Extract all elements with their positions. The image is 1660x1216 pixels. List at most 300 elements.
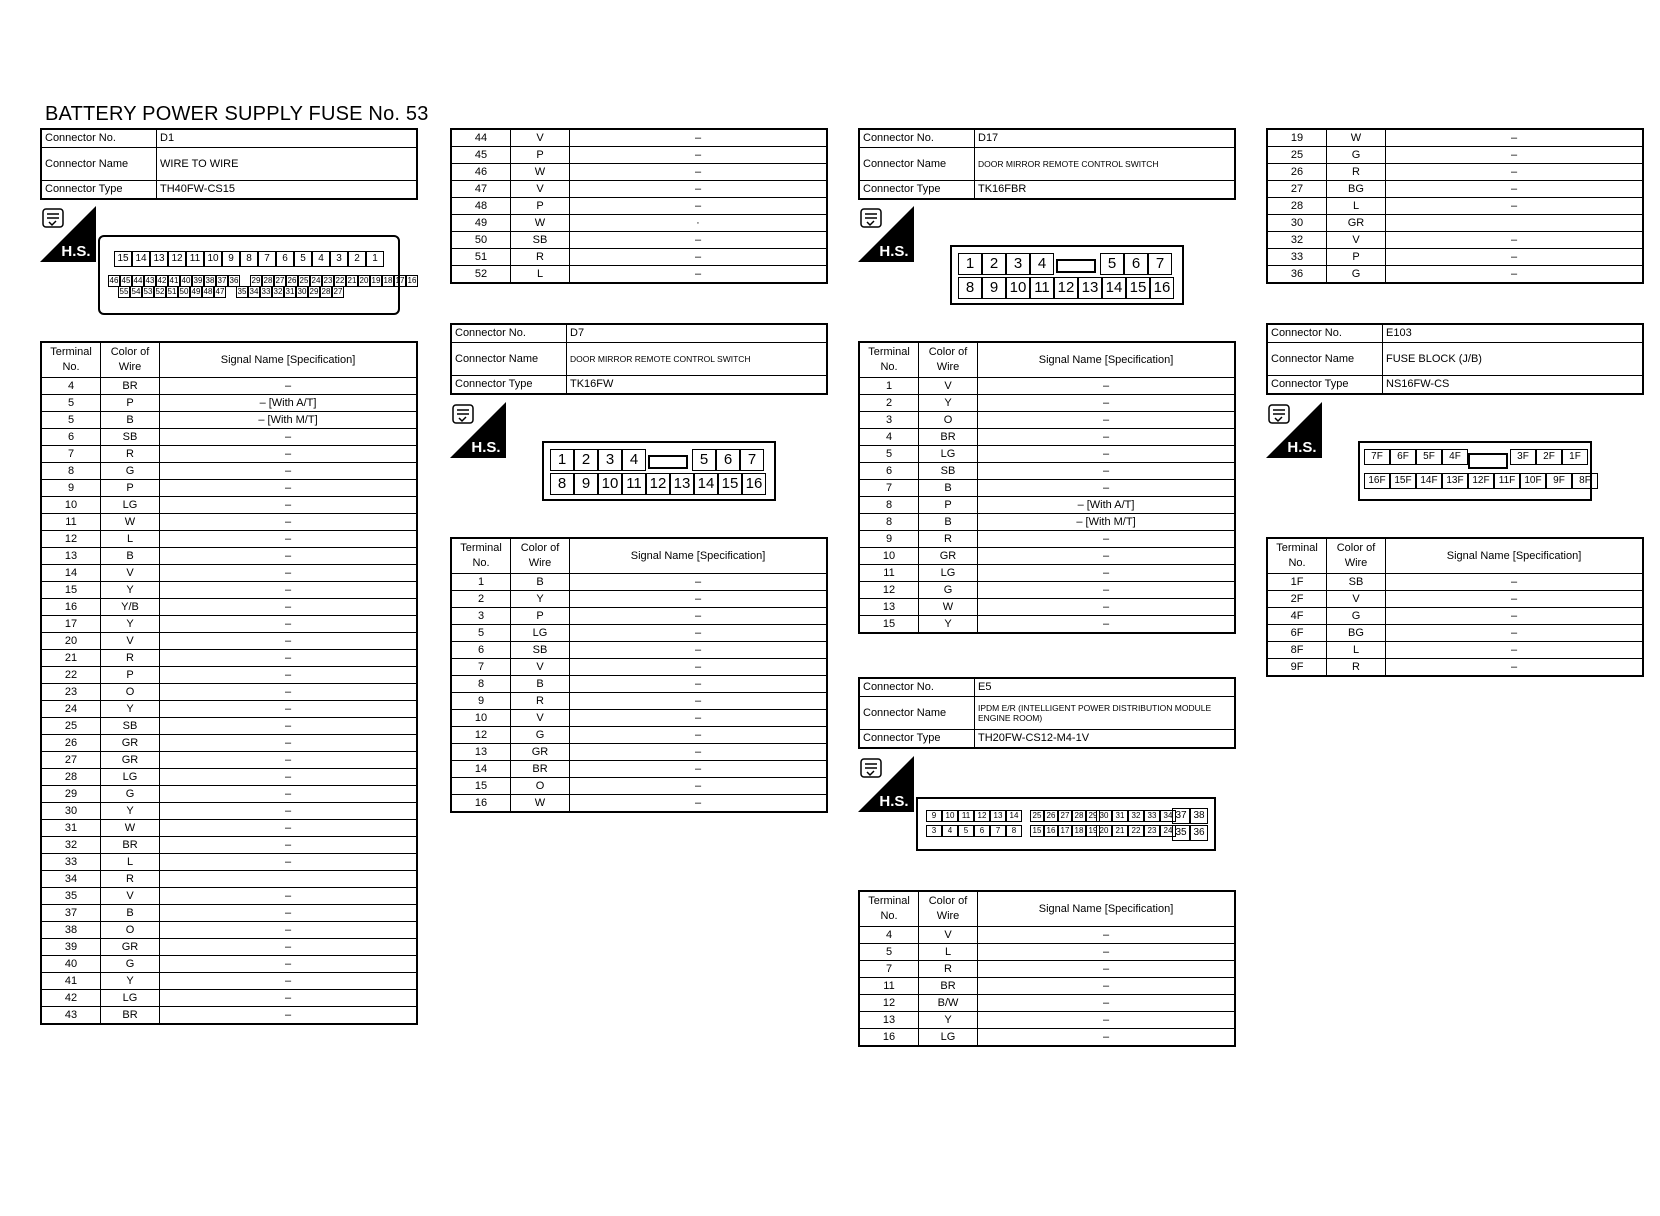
connector-pin: 13 bbox=[670, 473, 694, 495]
wire-color-cell: SB bbox=[511, 642, 570, 659]
pin-row bbox=[926, 810, 1022, 822]
connector-pin: 15 bbox=[718, 473, 742, 495]
connector-pin: 28 bbox=[263, 276, 273, 285]
wire-color-cell: G bbox=[1327, 266, 1386, 284]
connector-e103-info bbox=[1266, 323, 1644, 395]
terminal-no-cell: 20 bbox=[41, 633, 101, 650]
terminal-no-cell: 22 bbox=[41, 667, 101, 684]
terminal-no-cell: 2 bbox=[859, 395, 919, 412]
connector-no-value: E5 bbox=[975, 678, 1236, 697]
table-row bbox=[41, 667, 417, 684]
signal-name-cell: – bbox=[978, 378, 1236, 395]
terminal-no-cell: 33 bbox=[1267, 249, 1327, 266]
info-label: Connector No. bbox=[859, 678, 975, 697]
hs-harness-icon bbox=[450, 402, 506, 458]
connector-e103-face bbox=[1358, 441, 1592, 501]
table-row bbox=[1267, 181, 1643, 198]
connector-pin: 6 bbox=[974, 825, 990, 837]
terminal-no-cell: 37 bbox=[41, 905, 101, 922]
connector-pin bbox=[226, 286, 236, 296]
table-row bbox=[1267, 215, 1643, 232]
connector-pin: 2 bbox=[982, 253, 1006, 275]
wire-color-cell: LG bbox=[101, 990, 160, 1007]
terminal-no-cell: 38 bbox=[41, 922, 101, 939]
connector-pin: 29 bbox=[309, 287, 319, 296]
hs-label: H.S. bbox=[1287, 439, 1317, 456]
table-row bbox=[859, 412, 1235, 429]
pin-row bbox=[692, 449, 764, 471]
connector-pin: 51 bbox=[167, 287, 177, 296]
table-row bbox=[451, 778, 827, 795]
table-row bbox=[859, 446, 1235, 463]
terminal-no-cell: 41 bbox=[41, 973, 101, 990]
table-row bbox=[859, 1012, 1235, 1029]
wire-color-cell: R bbox=[101, 446, 160, 463]
terminal-table-d1 bbox=[40, 341, 418, 1025]
wire-color-cell: W bbox=[511, 215, 570, 232]
table-row bbox=[859, 548, 1235, 565]
wire-color-cell: SB bbox=[511, 232, 570, 249]
hs-label: H.S. bbox=[61, 243, 91, 260]
table-row bbox=[41, 446, 417, 463]
signal-name-cell: – bbox=[978, 446, 1236, 463]
wire-color-cell: B bbox=[511, 676, 570, 693]
signal-name-cell: – bbox=[570, 249, 828, 266]
terminal-no-cell: 42 bbox=[41, 990, 101, 1007]
signal-name-cell: – [With M/T] bbox=[978, 514, 1236, 531]
pin-row bbox=[118, 286, 344, 298]
connector-e5-info bbox=[858, 677, 1236, 749]
connector-pin: 13 bbox=[990, 810, 1006, 822]
pin-row bbox=[1030, 825, 1100, 837]
wire-color-cell: G bbox=[511, 727, 570, 744]
table-row bbox=[451, 642, 827, 659]
table-row bbox=[41, 922, 417, 939]
pin-row bbox=[1096, 825, 1176, 837]
page-title: BATTERY POWER SUPPLY FUSE No. 53 bbox=[45, 103, 429, 125]
signal-name-cell: – bbox=[160, 667, 418, 684]
signal-name-cell: – bbox=[570, 574, 828, 591]
wire-color-cell: GR bbox=[511, 744, 570, 761]
table-row bbox=[451, 574, 827, 591]
wire-color-cell: V bbox=[511, 659, 570, 676]
pin-row bbox=[1364, 449, 1468, 465]
connector-pin: 7 bbox=[990, 825, 1006, 837]
pin-row bbox=[958, 277, 1174, 299]
table-row bbox=[1267, 232, 1643, 249]
wire-color-cell: Y bbox=[511, 591, 570, 608]
connector-pin: 9 bbox=[926, 810, 942, 822]
terminal-no-cell: 14 bbox=[451, 761, 511, 778]
wire-color-cell: V bbox=[511, 181, 570, 198]
connector-pin: 41 bbox=[169, 276, 179, 285]
pin-row bbox=[1364, 473, 1598, 489]
table-row bbox=[41, 718, 417, 735]
pin-row bbox=[1096, 810, 1176, 822]
connector-name-value: IPDM E/R (INTELLIGENT POWER DISTRIBUTION MODULE ENGINE ROOM) bbox=[975, 697, 1236, 730]
terminal-no-cell: 48 bbox=[451, 198, 511, 215]
wire-color-cell: V bbox=[511, 710, 570, 727]
connector-pin: 21 bbox=[347, 276, 357, 285]
info-label: Connector No. bbox=[1267, 324, 1383, 343]
table-row bbox=[41, 514, 417, 531]
connector-pin: 3 bbox=[330, 251, 348, 267]
signal-name-cell: – bbox=[978, 480, 1236, 497]
connector-pin: 11 bbox=[1030, 277, 1054, 299]
header-terminal-no: Terminal No. bbox=[859, 342, 919, 378]
pin-row bbox=[1172, 808, 1208, 824]
header-color-of-wire: Color of Wire bbox=[1327, 538, 1386, 574]
connector-pin: 33 bbox=[1144, 810, 1160, 822]
hs-label: H.S. bbox=[879, 793, 909, 810]
wire-color-cell: W bbox=[101, 514, 160, 531]
signal-name-cell: – bbox=[570, 727, 828, 744]
wire-color-cell: V bbox=[101, 888, 160, 905]
table-row bbox=[451, 761, 827, 778]
table-row bbox=[1267, 574, 1643, 591]
connector-pin: 10F bbox=[1520, 473, 1546, 489]
wire-color-cell: W bbox=[101, 820, 160, 837]
connector-pin: 52 bbox=[155, 287, 165, 296]
terminal-no-cell: 8 bbox=[451, 676, 511, 693]
signal-name-cell: – bbox=[1386, 147, 1644, 164]
wire-color-cell: GR bbox=[1327, 215, 1386, 232]
table-row bbox=[859, 978, 1235, 995]
wire-color-cell: Y bbox=[919, 1012, 978, 1029]
header-signal-name: Signal Name [Specification] bbox=[978, 342, 1236, 378]
connector-pin: 15 bbox=[1126, 277, 1150, 299]
hs-label: H.S. bbox=[471, 439, 501, 456]
signal-name-cell: – bbox=[570, 591, 828, 608]
terminal-no-cell: 6 bbox=[41, 429, 101, 446]
connector-pin: 38 bbox=[1190, 808, 1208, 824]
wire-color-cell: R bbox=[511, 693, 570, 710]
table-row bbox=[859, 944, 1235, 961]
table-row bbox=[41, 463, 417, 480]
signal-name-cell bbox=[1386, 215, 1644, 232]
connector-pin: 37 bbox=[1172, 808, 1190, 824]
connector-pin: 12 bbox=[974, 810, 990, 822]
wire-color-cell: B bbox=[101, 905, 160, 922]
terminal-no-cell: 1F bbox=[1267, 574, 1327, 591]
connector-pin: 10 bbox=[204, 251, 222, 267]
terminal-table-d7 bbox=[450, 537, 828, 813]
connector-pin: 5 bbox=[1100, 253, 1124, 275]
terminal-no-cell: 5 bbox=[859, 446, 919, 463]
connector-pin: 13 bbox=[150, 251, 168, 267]
table-row bbox=[451, 249, 827, 266]
connector-d7-face bbox=[542, 441, 776, 501]
connector-pin: 30 bbox=[1096, 810, 1112, 822]
signal-name-cell: – bbox=[160, 956, 418, 973]
connector-no-value: D7 bbox=[567, 324, 828, 343]
table-row bbox=[41, 616, 417, 633]
terminal-no-cell: 16 bbox=[41, 599, 101, 616]
connector-pin: 7 bbox=[258, 251, 276, 267]
table-row bbox=[859, 582, 1235, 599]
info-label: Connector Type bbox=[451, 376, 567, 395]
wire-color-cell: V bbox=[919, 378, 978, 395]
wire-color-cell: B/W bbox=[919, 995, 978, 1012]
table-row bbox=[41, 888, 417, 905]
terminal-no-cell: 7 bbox=[859, 480, 919, 497]
header-color-of-wire: Color of Wire bbox=[101, 342, 160, 378]
connector-pin: 16F bbox=[1364, 473, 1390, 489]
terminal-no-cell: 16 bbox=[859, 1029, 919, 1047]
header-signal-name: Signal Name [Specification] bbox=[570, 538, 828, 574]
connector-name-value: DOOR MIRROR REMOTE CONTROL SWITCH bbox=[567, 343, 828, 376]
connector-pin: 47 bbox=[215, 287, 225, 296]
signal-name-cell: – bbox=[1386, 266, 1644, 284]
terminal-no-cell: 26 bbox=[41, 735, 101, 752]
connector-pin: 28 bbox=[1072, 810, 1086, 822]
terminal-no-cell: 7 bbox=[41, 446, 101, 463]
table-row bbox=[41, 599, 417, 616]
table-row bbox=[451, 608, 827, 625]
connector-pin: 3 bbox=[926, 825, 942, 837]
connector-pin: 28 bbox=[321, 287, 331, 296]
connector-pin: 5 bbox=[958, 825, 974, 837]
connector-pin: 6F bbox=[1390, 449, 1416, 465]
pin-row bbox=[1030, 810, 1100, 822]
signal-name-cell: – bbox=[160, 752, 418, 769]
signal-name-cell: – bbox=[160, 497, 418, 514]
signal-name-cell: – bbox=[160, 803, 418, 820]
terminal-no-cell: 44 bbox=[451, 129, 511, 147]
signal-name-cell: – bbox=[1386, 591, 1644, 608]
wire-color-cell: Y bbox=[101, 973, 160, 990]
signal-name-cell: – [With A/T] bbox=[978, 497, 1236, 514]
table-row bbox=[41, 837, 417, 854]
signal-name-cell: – bbox=[160, 565, 418, 582]
wire-color-cell: W bbox=[919, 599, 978, 616]
connector-pin: 2 bbox=[348, 251, 366, 267]
terminal-table-e5 bbox=[858, 890, 1236, 1047]
hs-harness-icon bbox=[858, 206, 914, 262]
table-row bbox=[41, 565, 417, 582]
wire-color-cell: Y bbox=[919, 616, 978, 634]
terminal-no-cell: 52 bbox=[451, 266, 511, 284]
connector-pin: 27 bbox=[333, 287, 343, 296]
info-label: Connector Name bbox=[859, 148, 975, 181]
connector-pin: 36 bbox=[229, 276, 239, 285]
connector-pin: 23 bbox=[1144, 825, 1160, 837]
table-row bbox=[1267, 608, 1643, 625]
pin-row bbox=[550, 449, 646, 471]
connector-pin: 18 bbox=[383, 276, 393, 285]
wire-color-cell: R bbox=[919, 961, 978, 978]
connector-pin: 1 bbox=[550, 449, 574, 471]
table-row bbox=[41, 582, 417, 599]
wire-color-cell: G bbox=[1327, 147, 1386, 164]
table-row bbox=[41, 429, 417, 446]
header-color-of-wire: Color of Wire bbox=[919, 891, 978, 927]
wire-color-cell: R bbox=[1327, 164, 1386, 181]
signal-name-cell: – bbox=[570, 266, 828, 284]
signal-name-cell: – bbox=[570, 744, 828, 761]
signal-name-cell: – bbox=[160, 939, 418, 956]
connector-pin: 18 bbox=[1072, 825, 1086, 837]
connector-pin: 12 bbox=[646, 473, 670, 495]
connector-name-value: DOOR MIRROR REMOTE CONTROL SWITCH bbox=[975, 148, 1236, 181]
signal-name-cell: – bbox=[978, 616, 1236, 634]
signal-name-cell: – bbox=[570, 129, 828, 147]
table-row bbox=[859, 961, 1235, 978]
wire-color-cell: LG bbox=[919, 1029, 978, 1047]
connector-pin: 33 bbox=[261, 287, 271, 296]
terminal-table-e5-continued bbox=[1266, 128, 1644, 284]
connector-pin: 42 bbox=[157, 276, 167, 285]
wire-color-cell: R bbox=[919, 531, 978, 548]
connector-pin: 26 bbox=[1044, 810, 1058, 822]
table-row bbox=[859, 531, 1235, 548]
connector-pin: 16 bbox=[1150, 277, 1174, 299]
terminal-no-cell: 12 bbox=[859, 995, 919, 1012]
wire-color-cell: O bbox=[101, 684, 160, 701]
connector-pin: 11 bbox=[622, 473, 646, 495]
connector-pin: 17 bbox=[1058, 825, 1072, 837]
connector-pin: 10 bbox=[942, 810, 958, 822]
wire-color-cell: O bbox=[101, 922, 160, 939]
connector-pin: 10 bbox=[1006, 277, 1030, 299]
wire-color-cell: L bbox=[101, 531, 160, 548]
signal-name-cell: – bbox=[570, 232, 828, 249]
signal-name-cell: – bbox=[978, 978, 1236, 995]
terminal-no-cell: 11 bbox=[859, 978, 919, 995]
pin-row bbox=[926, 825, 1022, 837]
connector-pin: 22 bbox=[1128, 825, 1144, 837]
wire-color-cell: SB bbox=[1327, 574, 1386, 591]
signal-name-cell: – bbox=[978, 531, 1236, 548]
terminal-no-cell: 4 bbox=[859, 927, 919, 944]
connector-pin: 9 bbox=[982, 277, 1006, 299]
terminal-no-cell: 45 bbox=[451, 147, 511, 164]
connector-d1-info bbox=[40, 128, 418, 200]
connector-pin: 27 bbox=[275, 276, 285, 285]
wire-color-cell: GR bbox=[919, 548, 978, 565]
connector-pin: 45 bbox=[121, 276, 131, 285]
connector-pin: 40 bbox=[181, 276, 191, 285]
table-row bbox=[41, 1007, 417, 1025]
table-row bbox=[41, 871, 417, 888]
terminal-no-cell: 2 bbox=[451, 591, 511, 608]
terminal-no-cell: 28 bbox=[41, 769, 101, 786]
terminal-no-cell: 36 bbox=[1267, 266, 1327, 284]
table-row bbox=[451, 266, 827, 284]
table-row bbox=[41, 412, 417, 429]
connector-pin: 24 bbox=[1160, 825, 1176, 837]
terminal-no-cell: 10 bbox=[451, 710, 511, 727]
connector-pin: 5F bbox=[1416, 449, 1442, 465]
connector-pin: 1F bbox=[1562, 449, 1588, 465]
connector-key bbox=[1468, 453, 1508, 469]
connector-pin: 29 bbox=[251, 276, 261, 285]
connector-pin: 25 bbox=[1030, 810, 1044, 822]
connector-d17-face bbox=[950, 245, 1184, 305]
terminal-no-cell: 13 bbox=[859, 599, 919, 616]
signal-name-cell: – bbox=[160, 446, 418, 463]
table-row bbox=[1267, 164, 1643, 181]
connector-pin: 35 bbox=[1172, 825, 1190, 841]
connector-type-value: TH40FW-CS15 bbox=[157, 181, 418, 200]
wire-color-cell: R bbox=[511, 249, 570, 266]
wire-color-cell: L bbox=[1327, 198, 1386, 215]
terminal-no-cell: 4 bbox=[41, 378, 101, 395]
signal-name-cell: – [With M/T] bbox=[160, 412, 418, 429]
connector-pin: 1 bbox=[366, 251, 384, 267]
wire-color-cell: BR bbox=[101, 1007, 160, 1025]
hs-harness-icon bbox=[1266, 402, 1322, 458]
wire-color-cell: BR bbox=[101, 837, 160, 854]
header-signal-name: Signal Name [Specification] bbox=[1386, 538, 1644, 574]
table-row bbox=[41, 480, 417, 497]
wire-color-cell: GR bbox=[101, 735, 160, 752]
wire-color-cell: Y bbox=[101, 701, 160, 718]
wire-color-cell: V bbox=[101, 633, 160, 650]
connector-pin: 7F bbox=[1364, 449, 1390, 465]
terminal-no-cell: 13 bbox=[451, 744, 511, 761]
wire-color-cell: Y/B bbox=[101, 599, 160, 616]
table-row bbox=[41, 548, 417, 565]
terminal-no-cell: 6 bbox=[859, 463, 919, 480]
terminal-no-cell: 24 bbox=[41, 701, 101, 718]
wire-color-cell: P bbox=[101, 395, 160, 412]
wire-color-cell: W bbox=[1327, 129, 1386, 147]
wire-color-cell: Y bbox=[101, 803, 160, 820]
table-row bbox=[41, 786, 417, 803]
terminal-no-cell: 12 bbox=[41, 531, 101, 548]
connector-pin: 16 bbox=[1044, 825, 1058, 837]
wire-color-cell: R bbox=[101, 871, 160, 888]
wire-color-cell: B bbox=[919, 514, 978, 531]
info-label: Connector Name bbox=[1267, 343, 1383, 376]
terminal-no-cell: 6F bbox=[1267, 625, 1327, 642]
signal-name-cell: – bbox=[160, 905, 418, 922]
connector-pin: 35 bbox=[237, 287, 247, 296]
wire-color-cell: W bbox=[511, 795, 570, 813]
info-label: Connector Name bbox=[41, 148, 157, 181]
table-row bbox=[1267, 147, 1643, 164]
terminal-no-cell: 29 bbox=[41, 786, 101, 803]
wire-color-cell: L bbox=[101, 854, 160, 871]
terminal-no-cell: 5 bbox=[41, 412, 101, 429]
wire-color-cell: SB bbox=[919, 463, 978, 480]
terminal-no-cell: 30 bbox=[41, 803, 101, 820]
table-row bbox=[859, 395, 1235, 412]
table-row bbox=[451, 232, 827, 249]
signal-name-cell: – bbox=[160, 599, 418, 616]
info-label: Connector Type bbox=[1267, 376, 1383, 395]
connector-pin: 14F bbox=[1416, 473, 1442, 489]
terminal-no-cell: 6 bbox=[451, 642, 511, 659]
signal-name-cell: – bbox=[160, 531, 418, 548]
wire-color-cell: P bbox=[511, 198, 570, 215]
wire-color-cell: O bbox=[511, 778, 570, 795]
connector-pin: 5 bbox=[692, 449, 716, 471]
pin-row bbox=[550, 473, 766, 495]
table-row bbox=[41, 854, 417, 871]
wire-color-cell: LG bbox=[919, 446, 978, 463]
terminal-no-cell: 11 bbox=[859, 565, 919, 582]
terminal-no-cell: 8 bbox=[41, 463, 101, 480]
connector-pin: 19 bbox=[1086, 825, 1100, 837]
wire-color-cell: V bbox=[101, 565, 160, 582]
table-row bbox=[41, 973, 417, 990]
wire-color-cell: BG bbox=[1327, 181, 1386, 198]
signal-name-cell: – bbox=[1386, 659, 1644, 677]
terminal-no-cell: 33 bbox=[41, 854, 101, 871]
signal-name-cell: – bbox=[978, 548, 1236, 565]
